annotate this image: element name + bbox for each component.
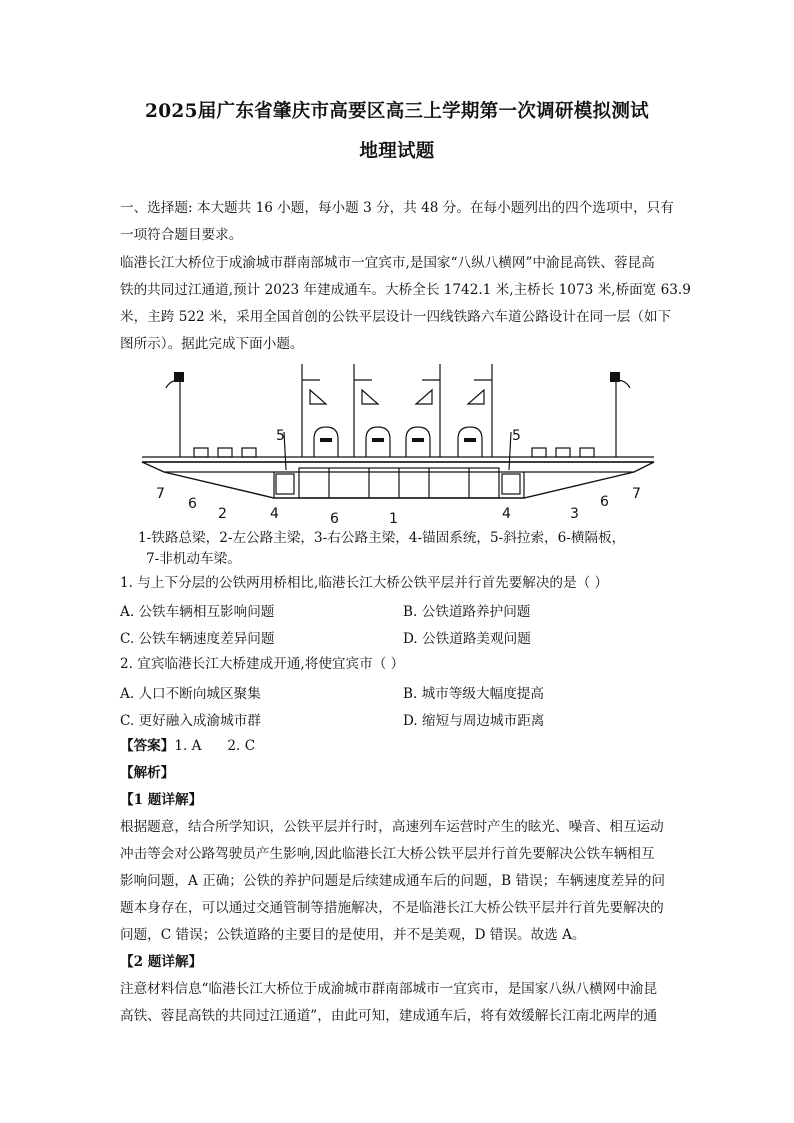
diagram-label: 7 — [632, 486, 641, 502]
intro-line: 一、选择题: 本大题共 16 小题，每小题 3 分，共 48 分。在每小题列出的四个选项中，只有 — [120, 200, 674, 216]
diagram-label: 5 — [512, 428, 521, 444]
material-line: 米，主跨 522 米，采用全国首创的公铁平层设计一四线铁路六车道公路设计在同一层（如下 — [120, 309, 672, 325]
detail-line: 题本身存在，可以通过交通管制等措施解决，不是临港长江大桥公铁平层并行首先要解决的 — [120, 900, 664, 916]
option-a: A. 人口不断向城区聚集 — [120, 686, 261, 702]
diagram-label: 6 — [330, 511, 339, 527]
question-stem: 2. 宜宾临港长江大桥建成开通,将使宜宾市（ ） — [120, 656, 405, 672]
diagram-label: 3 — [570, 506, 579, 522]
page-subtitle: 地理试题 — [359, 141, 435, 162]
option-b: B. 城市等级大幅度提高 — [403, 686, 544, 702]
detail-line: 影响问题，A 正确；公铁的养护问题是后续建成通车后的问题，B 错误；车辆速度差异的问 — [120, 873, 666, 889]
answer-label: 【答案】 — [120, 738, 175, 754]
diagram-label: 7 — [156, 486, 165, 502]
option-d: D. 缩短与周边城市距离 — [403, 713, 545, 729]
answer-line — [120, 736, 680, 756]
detail-line: 注意材料信息“临港长江大桥位于成渝城市群南部城市一宜宾市，是国家八纵八横网中渝昆 — [120, 981, 658, 997]
diagram-label: 5 — [276, 428, 285, 444]
intro-line: 一项符合题目要求。 — [120, 227, 243, 243]
diagram-label: 4 — [270, 506, 279, 522]
detail-1-label: 【1 题详解】 — [120, 792, 203, 808]
detail-line: 根据题意，结合所学知识，公铁平层并行时，高速列车运营时产生的眩光、噪音、相互运动 — [120, 819, 664, 835]
analysis-label: 【解析】 — [120, 765, 175, 781]
detail-2-label: 【2 题详解】 — [120, 954, 203, 970]
diagram-caption: 7-非机动车梁。 — [146, 551, 241, 567]
diagram-label: 1 — [389, 511, 398, 527]
diagram-label: 6 — [600, 494, 609, 510]
option-c: C. 公铁车辆速度差异问题 — [120, 631, 275, 647]
detail-line: 问题，C 错误；公铁道路的主要目的是使用，并不是美观，D 错误。故选 A。 — [120, 927, 586, 943]
material-line: 图所示）。据此完成下面小题。 — [120, 336, 304, 352]
page-title: 2025届广东省肇庆市高要区高三上学期第一次调研模拟测试 — [145, 101, 649, 122]
question-stem: 1. 与上下分层的公铁两用桥相比,临港长江大桥公铁平层并行首先要解决的是（ ） — [120, 575, 609, 591]
detail-line: 高铁、蓉昆高铁的共同过江通道”，由此可知，建成通车后，将有效缓解长江南北两岸的通 — [120, 1008, 658, 1024]
option-b: B. 公铁道路养护问题 — [403, 604, 531, 620]
material-line: 临港长江大桥位于成渝城市群南部城市一宜宾市,是国家“八纵八横网”中渝昆高铁、蓉昆高 — [120, 255, 655, 271]
option-a: A. 公铁车辆相互影响问题 — [120, 604, 275, 620]
option-d: D. 公铁道路美观问题 — [403, 631, 531, 647]
option-c: C. 更好融入成渝城市群 — [120, 713, 261, 729]
detail-line: 冲击等会对公路驾驶员产生影响,因此临港长江大桥公铁平层并行首先要解决公铁车辆相互 — [120, 846, 655, 862]
material-line: 铁的共同过江通道,预计 2023 年建成通车。大桥全长 1742.1 米,主桥长 1073 米,桥面宽 63.9 — [120, 282, 691, 298]
diagram-label: 4 — [502, 506, 511, 522]
diagram-caption: 1-铁路总梁，2-左公路主梁，3-右公路主梁，4-锚固系统，5-斜拉索，6-横隔板， — [138, 530, 626, 546]
answer-value: 1. A 2. C — [174, 738, 256, 754]
diagram-label: 2 — [218, 506, 227, 522]
bridge-cross-section-diagram — [134, 360, 660, 528]
diagram-label: 6 — [188, 496, 197, 512]
